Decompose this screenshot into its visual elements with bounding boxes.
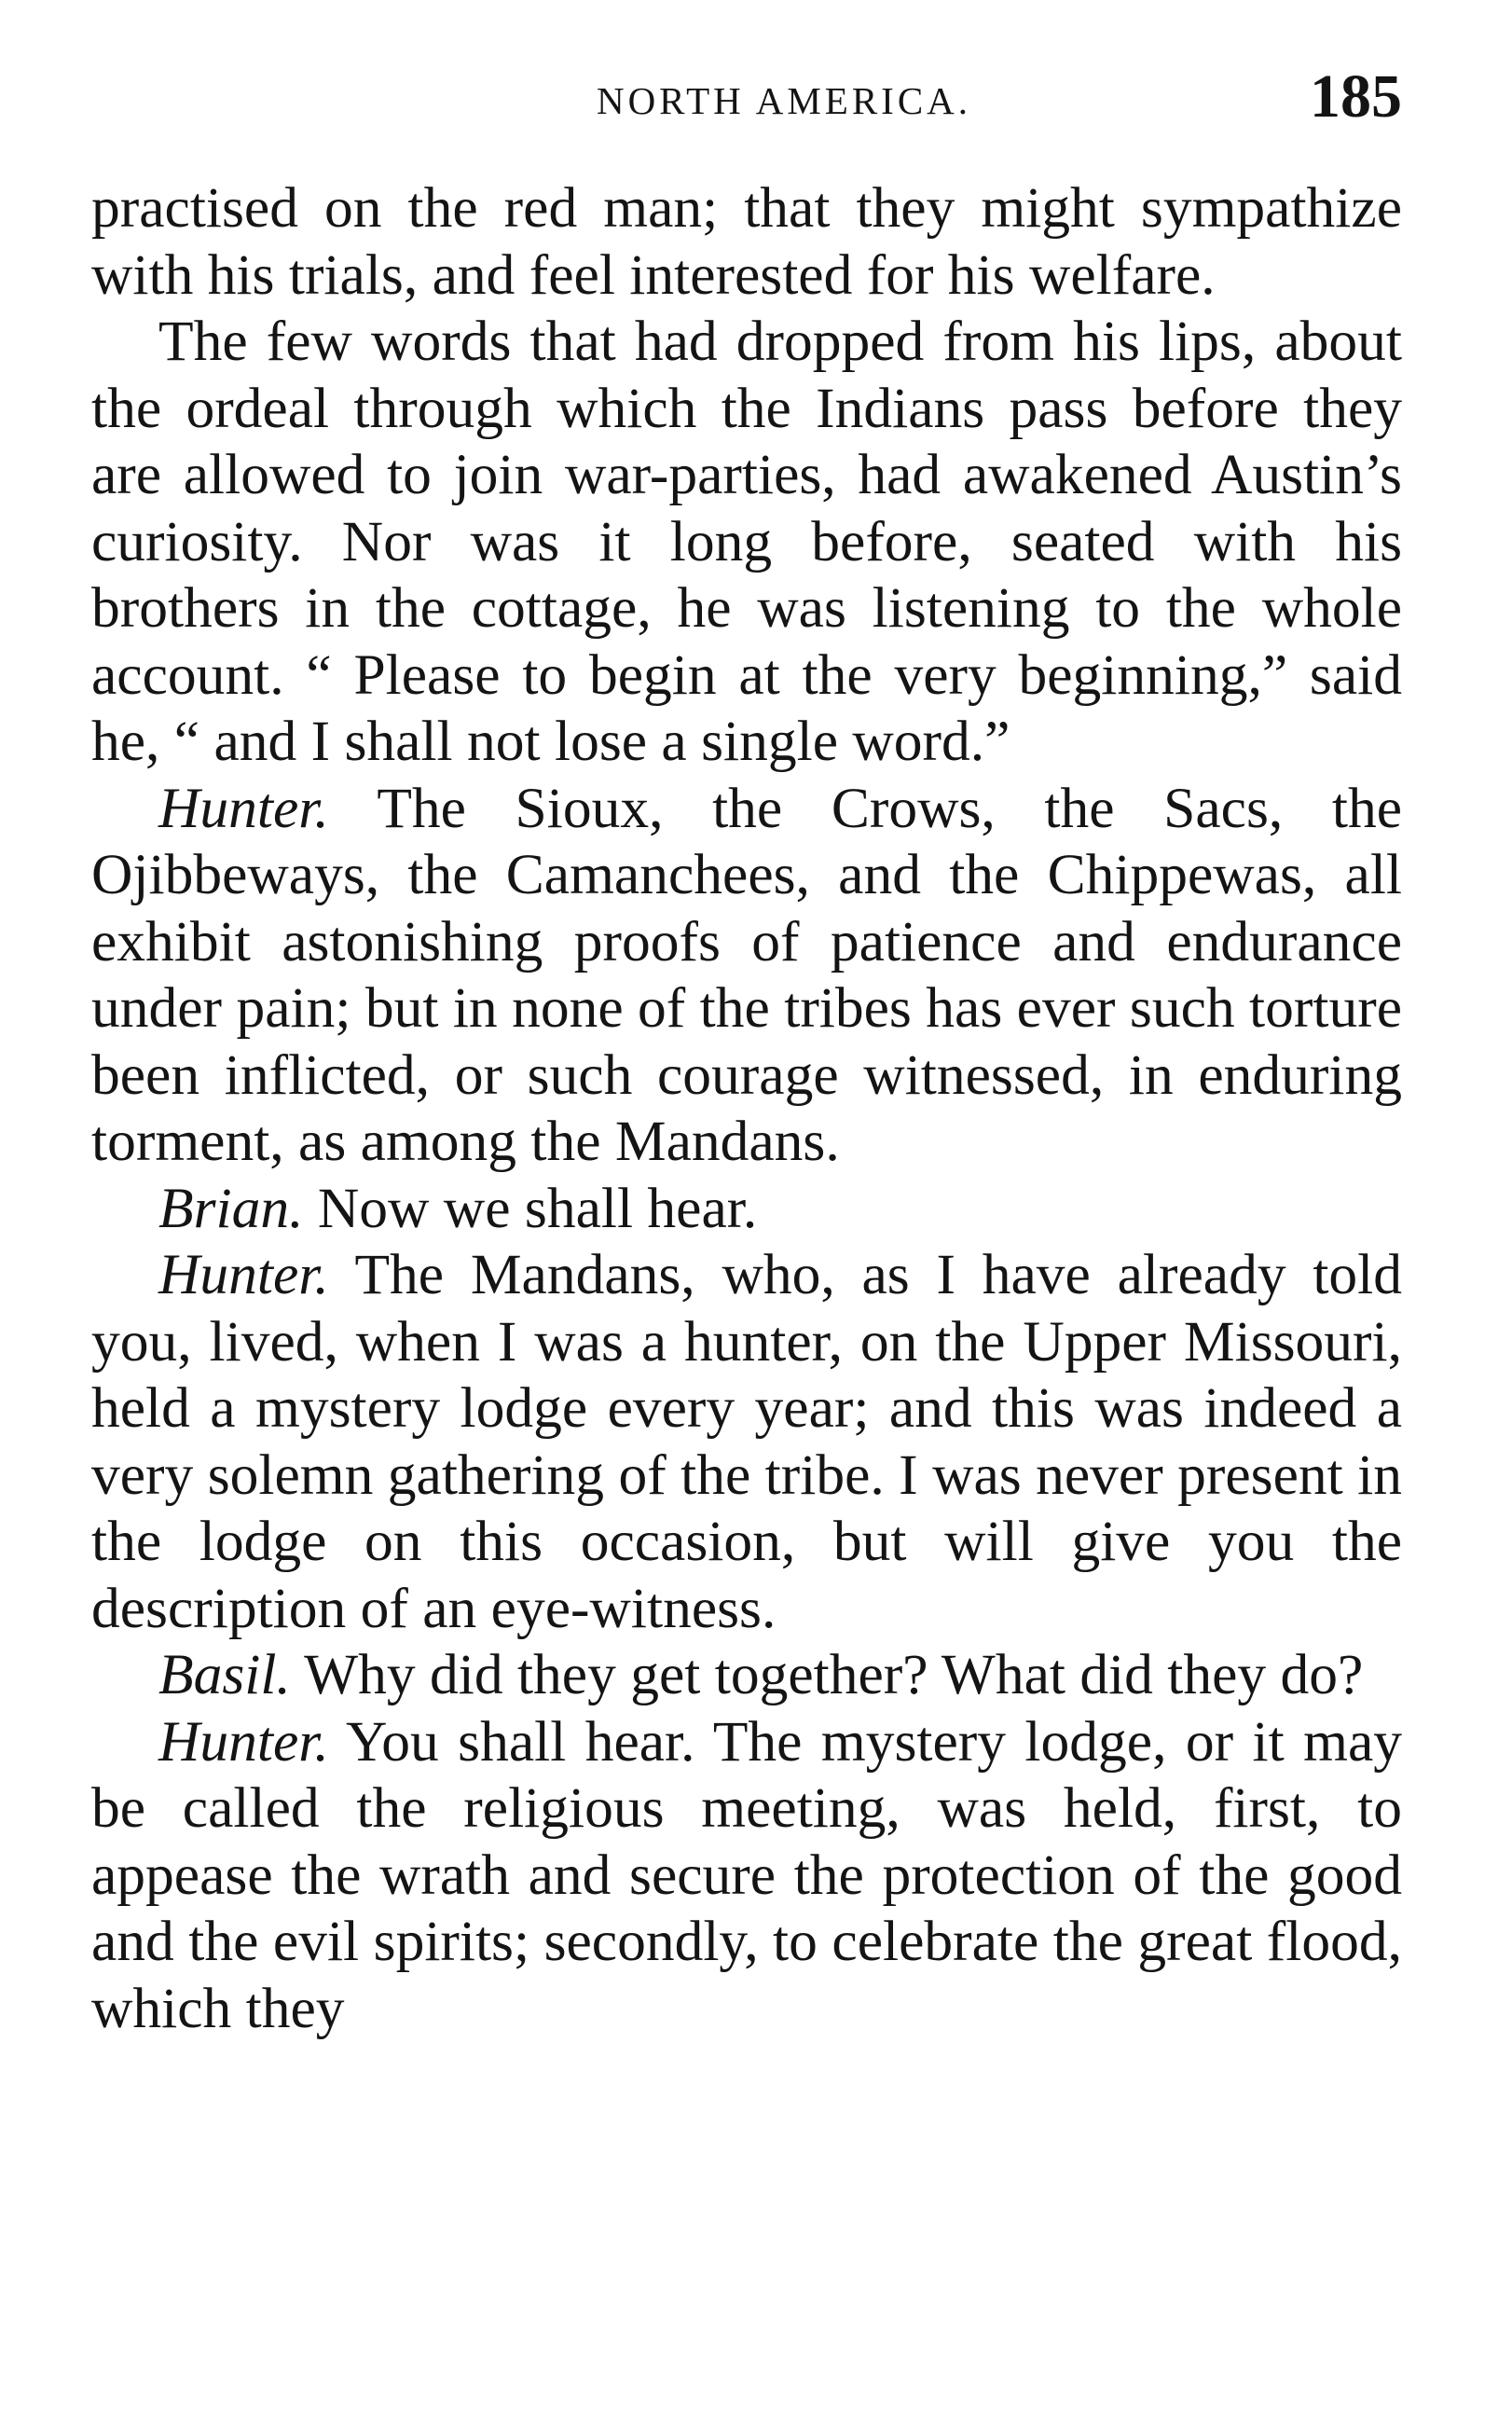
paragraph-text: Why did they get together? What did they do? (304, 1643, 1364, 1706)
paragraph-text: The Mandans, who, as I have already told you, lived, when I was a hunter, on the Upper Missouri, held a mystery lodge every year; and this was indeed a very solemn gathering of the tribe. I was never present in the lodge on this occasion, but will give you the description of an eye-witness. (91, 1243, 1403, 1640)
speaker-name: Hunter. (158, 1243, 329, 1306)
body-text (91, 175, 1402, 2042)
page-number: 185 (1310, 62, 1402, 131)
speaker-name: Brian. (158, 1176, 304, 1240)
paragraph-text: You shall hear. The mystery lodge, or it may be called the religious meeting, was held, first, to appease the wrath and secure the protection of the good and the evil spirits; secondly, to celebrate the great flood, which they (91, 1709, 1403, 2040)
speaker-name: Hunter. (158, 776, 329, 840)
paragraph-text: practised on the red man; that they might sympathize with his trials, and feel interested for his welfare. (91, 176, 1402, 307)
speaker-name: Basil. (158, 1643, 291, 1706)
paragraph-text: The Sioux, the Crows, the Sacs, the Ojibbeways, the Camanchees, and the Chippewas, all exhibit astonishing proofs of patience and endurance under pain; but in none of the tribes has ever such torture been inflicted, or such courage witnessed, in enduring torment, as among the Mandans. (91, 776, 1403, 1173)
paragraph-narration (91, 309, 1402, 776)
paragraph-dialogue (91, 1642, 1402, 1709)
paragraph-dialogue (91, 1709, 1402, 2043)
speaker-name: Hunter. (158, 1709, 329, 1774)
running-head (91, 60, 1402, 134)
book-page (91, 60, 1402, 2042)
paragraph-dialogue (91, 1176, 1402, 1243)
paragraph-continuation (91, 175, 1402, 309)
paragraph-dialogue (91, 1242, 1402, 1642)
paragraph-text: Now we shall hear. (317, 1176, 758, 1240)
paragraph-text: The few words that had dropped from his lips, about the ordeal through which the Indians pass before they are allowed to join war-parties, had awakened Austin’s curiosity. Nor was it long before, seated with his brothers in the cottage, he was listening to the whole account. “ Please to begin at the very beginning,” said he, “ and I shall not lose a single word.” (91, 310, 1402, 773)
paragraph-dialogue (91, 776, 1402, 1176)
running-title: NORTH AMERICA. (596, 79, 972, 122)
